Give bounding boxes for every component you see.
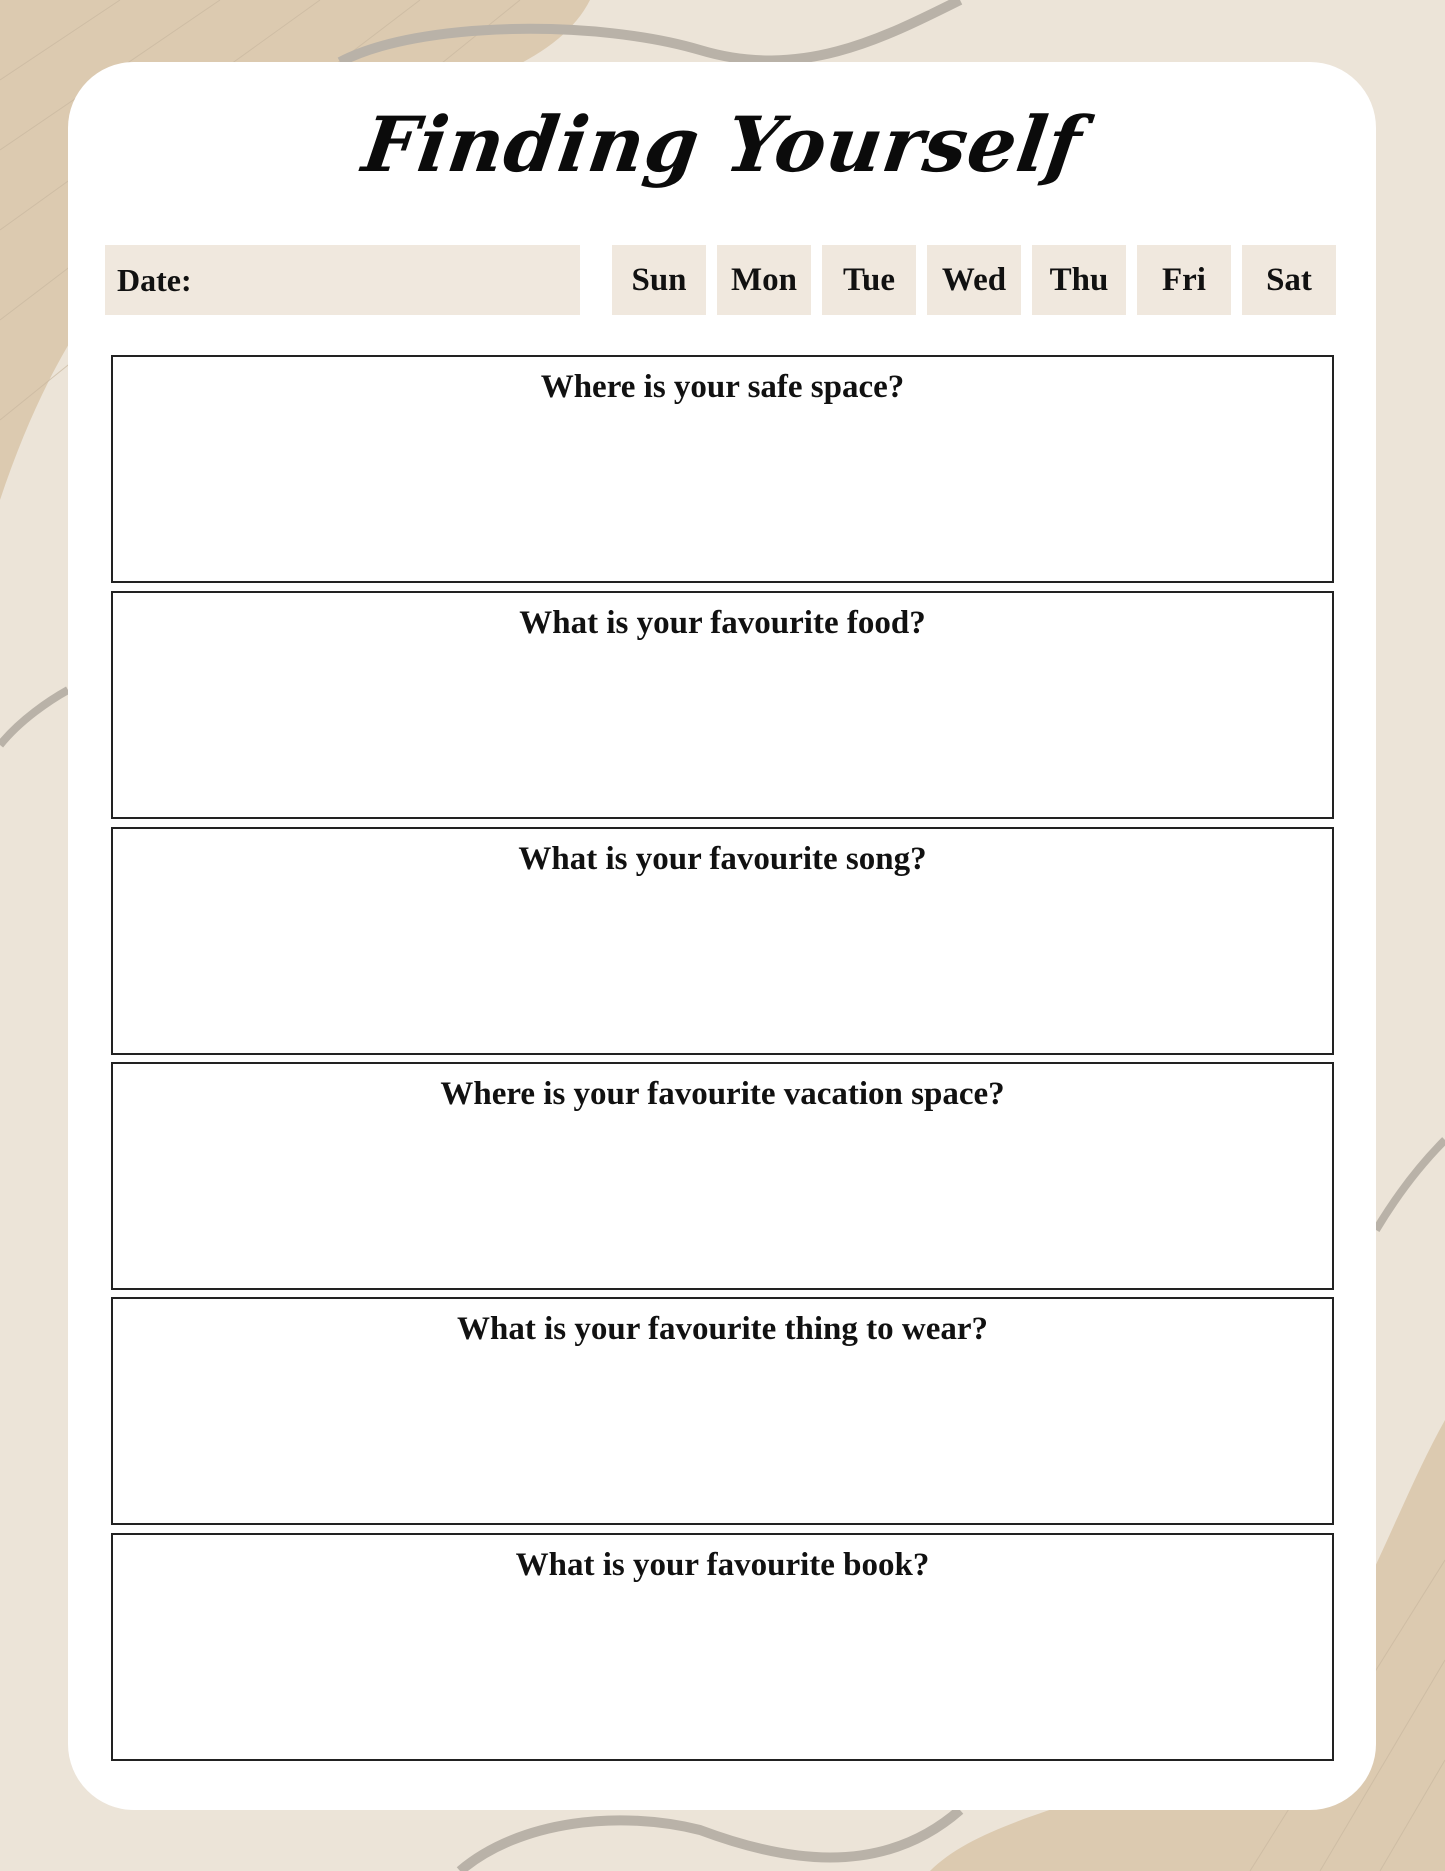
day-tue[interactable]: Tue bbox=[822, 245, 916, 315]
question-label: Where is your safe space? bbox=[540, 369, 905, 405]
day-mon[interactable]: Mon bbox=[717, 245, 811, 315]
answer-area[interactable] bbox=[113, 889, 1332, 1053]
day-fri[interactable]: Fri bbox=[1137, 245, 1231, 315]
question-label: What is your favourite thing to wear? bbox=[456, 1311, 989, 1347]
question-label: What is your favourite book? bbox=[515, 1547, 930, 1583]
day-thu[interactable]: Thu bbox=[1032, 245, 1126, 315]
page-title: Finding Yourself bbox=[357, 100, 1088, 189]
question-box-song bbox=[111, 827, 1334, 1055]
weekday-selector bbox=[612, 245, 1336, 315]
question-label: What is your favourite food? bbox=[519, 605, 926, 641]
day-sat[interactable]: Sat bbox=[1242, 245, 1336, 315]
question-box-wear bbox=[111, 1297, 1334, 1525]
answer-area[interactable] bbox=[113, 653, 1332, 817]
answer-area[interactable] bbox=[113, 1359, 1332, 1523]
question-label: Where is your favourite vacation space? bbox=[440, 1076, 1005, 1112]
question-box-book bbox=[111, 1533, 1334, 1761]
question-box-food bbox=[111, 591, 1334, 819]
day-sun[interactable]: Sun bbox=[612, 245, 706, 315]
answer-area[interactable] bbox=[113, 1124, 1332, 1288]
answer-area[interactable] bbox=[113, 417, 1332, 581]
day-wed[interactable]: Wed bbox=[927, 245, 1021, 315]
answer-area[interactable] bbox=[113, 1595, 1332, 1759]
question-label: What is your favourite song? bbox=[518, 841, 927, 877]
date-label: Date: bbox=[117, 261, 192, 298]
date-field[interactable] bbox=[105, 245, 580, 315]
question-box-safe-space bbox=[111, 355, 1334, 583]
question-box-vacation bbox=[111, 1062, 1334, 1290]
